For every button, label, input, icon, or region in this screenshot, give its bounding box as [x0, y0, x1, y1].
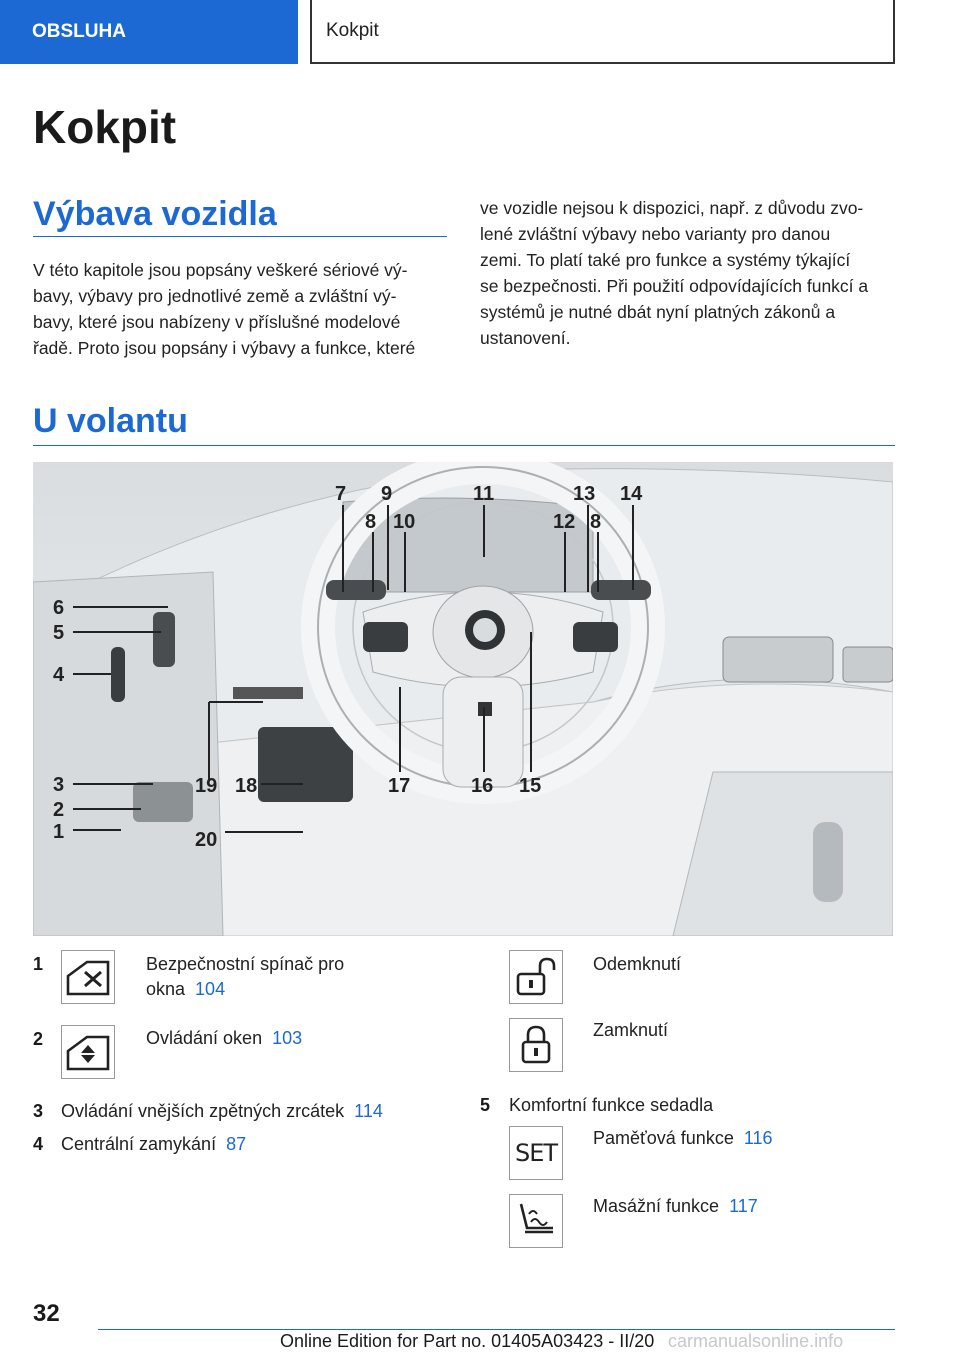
legend-text-3: Ovládání vnějších zpětných zrcátek 114 — [61, 1101, 383, 1121]
legend-text-massage: Masážní funkce 117 — [593, 1196, 758, 1216]
callout-1: 1 — [53, 821, 65, 843]
window-lock-icon — [61, 950, 115, 1004]
legend-text-4: Centrální zamykání 87 — [61, 1134, 247, 1154]
chapter-label: Kokpit — [326, 20, 379, 41]
intro-right-column: ve vozidle nejsou k dispozici, např. z důvodu zvo- lené zvláštní výbavy nebo varianty pro danou zemi. To platí také pro funkce a systémy týkající se bezpečnosti. Při použití odpovídajících funkcí a systémů je nutné dbát nyní platných zákonů a ustanovení. — [480, 198, 869, 348]
callout-8-right: 8 — [590, 511, 602, 533]
legend-num-3: 3 — [33, 1101, 44, 1121]
callout-7: 7 — [335, 483, 347, 505]
callout-17: 17 — [388, 775, 411, 797]
lock-icon — [509, 1018, 563, 1072]
callout-5: 5 — [53, 622, 65, 644]
legend-num-2: 2 — [33, 1029, 44, 1049]
callout-2: 2 — [53, 799, 65, 821]
page-title: Kokpit — [33, 101, 177, 153]
page-ref-87[interactable]: 87 — [226, 1134, 247, 1154]
legend-num-5: 5 — [480, 1095, 491, 1115]
page-number: 32 — [33, 1300, 60, 1327]
watermark: carmanualsonline.info — [668, 1331, 844, 1351]
callout-4: 4 — [53, 664, 65, 686]
callout-9: 9 — [381, 483, 393, 505]
legend-text-unlock: Odemknutí — [593, 954, 682, 974]
callout-6: 6 — [53, 597, 65, 619]
heading-vybava: Výbava vozidla — [33, 195, 447, 237]
legend-num-4: 4 — [33, 1134, 44, 1154]
legend-text-memory: Paměťová funkce 116 — [593, 1128, 773, 1148]
callout-15: 15 — [519, 775, 542, 797]
legend-text-1: Bezpečnostní spínač pro okna 104 — [146, 954, 345, 999]
callout-11: 11 — [473, 483, 495, 505]
set-icon — [509, 1126, 563, 1180]
set-icon-label: SET — [514, 1139, 558, 1167]
callout-3: 3 — [53, 774, 65, 796]
legend-text-2: Ovládání oken 103 — [146, 1028, 303, 1048]
legend-text-5: Komfortní funkce sedadla — [509, 1095, 714, 1115]
page-ref-116[interactable]: 116 — [743, 1128, 773, 1148]
callout-14: 14 — [620, 483, 643, 505]
section-tab — [0, 0, 298, 64]
callout-10: 10 — [393, 511, 416, 533]
page-ref-114[interactable]: 114 — [354, 1101, 383, 1121]
callout-8-left: 8 — [365, 511, 377, 533]
intro-left-column: V této kapitole jsou popsány veškeré sériové vý- bavy, výbavy pro jednotlivé země a zvláštní vý- bavy, které jsou nabízeny v příslušné modelové řadě. Proto jsou popsány i výbavy a funkce, které — [33, 260, 416, 358]
page-ref-103[interactable]: 103 — [272, 1028, 303, 1048]
page-ref-117[interactable]: 117 — [729, 1196, 758, 1216]
callout-20: 20 — [195, 829, 218, 851]
massage-seat-icon — [509, 1194, 563, 1248]
heading-u-volantu: U volantu — [33, 402, 895, 446]
callout-18: 18 — [235, 775, 258, 797]
footer-divider — [98, 1329, 895, 1330]
chapter-tab — [310, 0, 895, 64]
section-label: OBSLUHA — [32, 21, 126, 42]
unlock-icon — [509, 950, 563, 1004]
callout-13: 13 — [573, 483, 596, 505]
callout-12: 12 — [553, 511, 576, 533]
page-ref-104[interactable]: 104 — [195, 979, 226, 999]
cockpit-illustration — [33, 462, 893, 936]
legend-num-1: 1 — [33, 954, 44, 974]
callout-19: 19 — [195, 775, 218, 797]
callout-16: 16 — [471, 775, 494, 797]
window-control-icon — [61, 1025, 115, 1079]
footer-edition: Online Edition for Part no. 01405A03423 - II/20 — [280, 1331, 655, 1351]
legend-text-lock: Zamknutí — [593, 1020, 669, 1040]
